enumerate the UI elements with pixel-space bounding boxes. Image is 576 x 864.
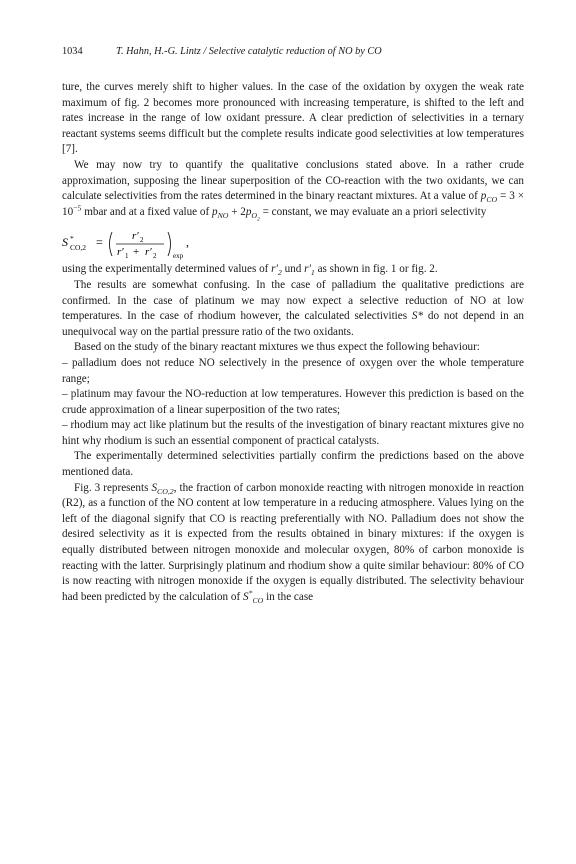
math-s-co2: $S_{CO,2}$ xyxy=(151,481,174,496)
math-r1-prime: $r'_1$ xyxy=(304,263,315,278)
paragraph-2 xyxy=(62,158,524,223)
paragraph-3-text-a: using the experimentally determined values of xyxy=(62,263,272,276)
formula-lhs: S xyxy=(62,235,68,250)
math-p-no: $p_{NO}$ xyxy=(211,205,229,220)
list-item-rhodium: – rhodium may act like platinum but the results of the investigation of binary reactant mixtures give no hint why rhodium is such an essential component of practical catalysts. xyxy=(62,419,524,447)
paragraph-7 xyxy=(62,481,524,606)
list-item-palladium: – palladium does not reduce NO selectively in the presence of oxygen over the whole temperature range; xyxy=(62,356,524,385)
paragraph-7-text-b: , the fraction of carbon monoxide reacting with nitrogen monoxide in reaction (R2), as a function of the NO content at low temperature in a reducing atmosphere. Values lying on the left of the diagonal signify that CO is reacting preferentially with NO. Palladium does not show the desired selectivity as it is expected from the results obtained in binary mixtures: if the oxygen is equally distributed between nitrogen monoxide and molecular oxygen, 80% of carbon monoxide is reacting with the latter. Surprisingly platinum and rhodium show a quite similar behaviour: 80% of CO is now reacting with nitrogen monoxide if the oxygen is equally distributed. The selectivity behaviour had been predicted by the calculation of xyxy=(62,481,524,603)
paragraph-4 xyxy=(62,278,524,340)
paragraph-4-text-b: do not depend in an unequivocal way on the partial pressure ratio of the two oxidants. xyxy=(62,310,524,338)
formula-denominator-a: r′ xyxy=(117,246,124,259)
paragraph-3-text-b: und xyxy=(281,263,305,276)
math-s-star: S* xyxy=(411,310,424,323)
paragraph-4-text-a: The results are somewhat confusing. In the case of palladium the qualitative predictions are confirmed. In the case of platinum we may now expect a selective reduction of NO at low temperatures. In the case of rhodium however, the calculated selectivities xyxy=(62,278,524,323)
running-title: T. Hahn, H.-G. Lintz / Selective catalytic reduction of NO by CO xyxy=(116,46,382,57)
formula-numerator: r′ xyxy=(132,230,139,243)
math-s-co-star: $S^*_{CO}$ xyxy=(242,588,264,606)
page-number: 1034 xyxy=(62,46,83,57)
running-head xyxy=(62,44,524,60)
body-text xyxy=(62,80,524,605)
math-p-co-value: = 3 × 10 xyxy=(62,190,524,218)
formula-right-paren xyxy=(168,232,171,256)
formula-equals: = xyxy=(96,235,103,250)
paragraph-3 xyxy=(62,262,524,278)
formula-denominator-b-sub: 2 xyxy=(153,252,157,261)
math-p-co-exponent: −5 xyxy=(73,203,82,213)
paragraph-7-text-c: in the case xyxy=(263,590,314,603)
paragraph-5: Based on the study of the binary reactant mixtures we thus expect the following behaviour: xyxy=(74,341,480,354)
paragraph-2-text-a: We may now try to quantify the qualitative conclusions stated above. In a rather crude approximation, supposing the linear superposition of the CO-reaction with the two oxidants, we can calculate selectivities from the rates determined in the binary reactant mixtures. At a value of xyxy=(62,158,524,203)
selectivity-formula-svg xyxy=(62,222,262,262)
formula-denominator-a-sub: 1 xyxy=(125,252,129,261)
formula-left-paren xyxy=(110,232,113,256)
paragraph-6: The experimentally determined selectivities partially confirm the predictions based on the above mentioned data. xyxy=(62,450,524,479)
math-p-co: $p_{CO}$ xyxy=(480,190,498,205)
formula-exp-sub: exp xyxy=(173,252,184,261)
formula-denominator-plus: + xyxy=(133,246,140,259)
formula-comma: , xyxy=(186,235,189,250)
page xyxy=(62,44,524,605)
paragraph-2-text-b: mbar and at a fixed value of xyxy=(81,205,212,218)
selectivity-formula xyxy=(62,222,524,262)
formula-numerator-sub: 2 xyxy=(140,236,144,245)
formula-denominator-b: r′ xyxy=(145,246,152,259)
formula-lhs-star: * xyxy=(70,234,74,244)
paragraph-3-text-c: as shown in fig. 1 or fig. 2. xyxy=(314,263,438,276)
formula-lhs-sub: CO,2 xyxy=(70,243,87,253)
math-r2-prime: $r'_2$ xyxy=(271,263,282,278)
paragraph-1: ture, the curves merely shift to higher values. In the case of the oxidation by oxygen the weak rate maximum of fig. 2 becomes more pronounced with increasing temperature, is shifted to the left and rates increase in the range of low oxidant pressure. A clear prediction of selectivities in a ternary reactant systems seems difficult but the complete results indicate good selectivities at low temperatures [7]. xyxy=(62,81,524,156)
math-plus-two: + 2 xyxy=(228,205,246,218)
math-p-o2: $p_{O_2}$ xyxy=(245,205,260,223)
paragraph-2-text-c: = constant, we may evaluate an a priori selectivity xyxy=(259,205,487,218)
paragraph-7-text-a: Fig. 3 represents xyxy=(74,481,152,494)
list-item-platinum: – platinum may favour the NO-reduction at low temperatures. However this prediction is based on the crude approximation of a linear superposition of the two rates; xyxy=(62,388,524,416)
